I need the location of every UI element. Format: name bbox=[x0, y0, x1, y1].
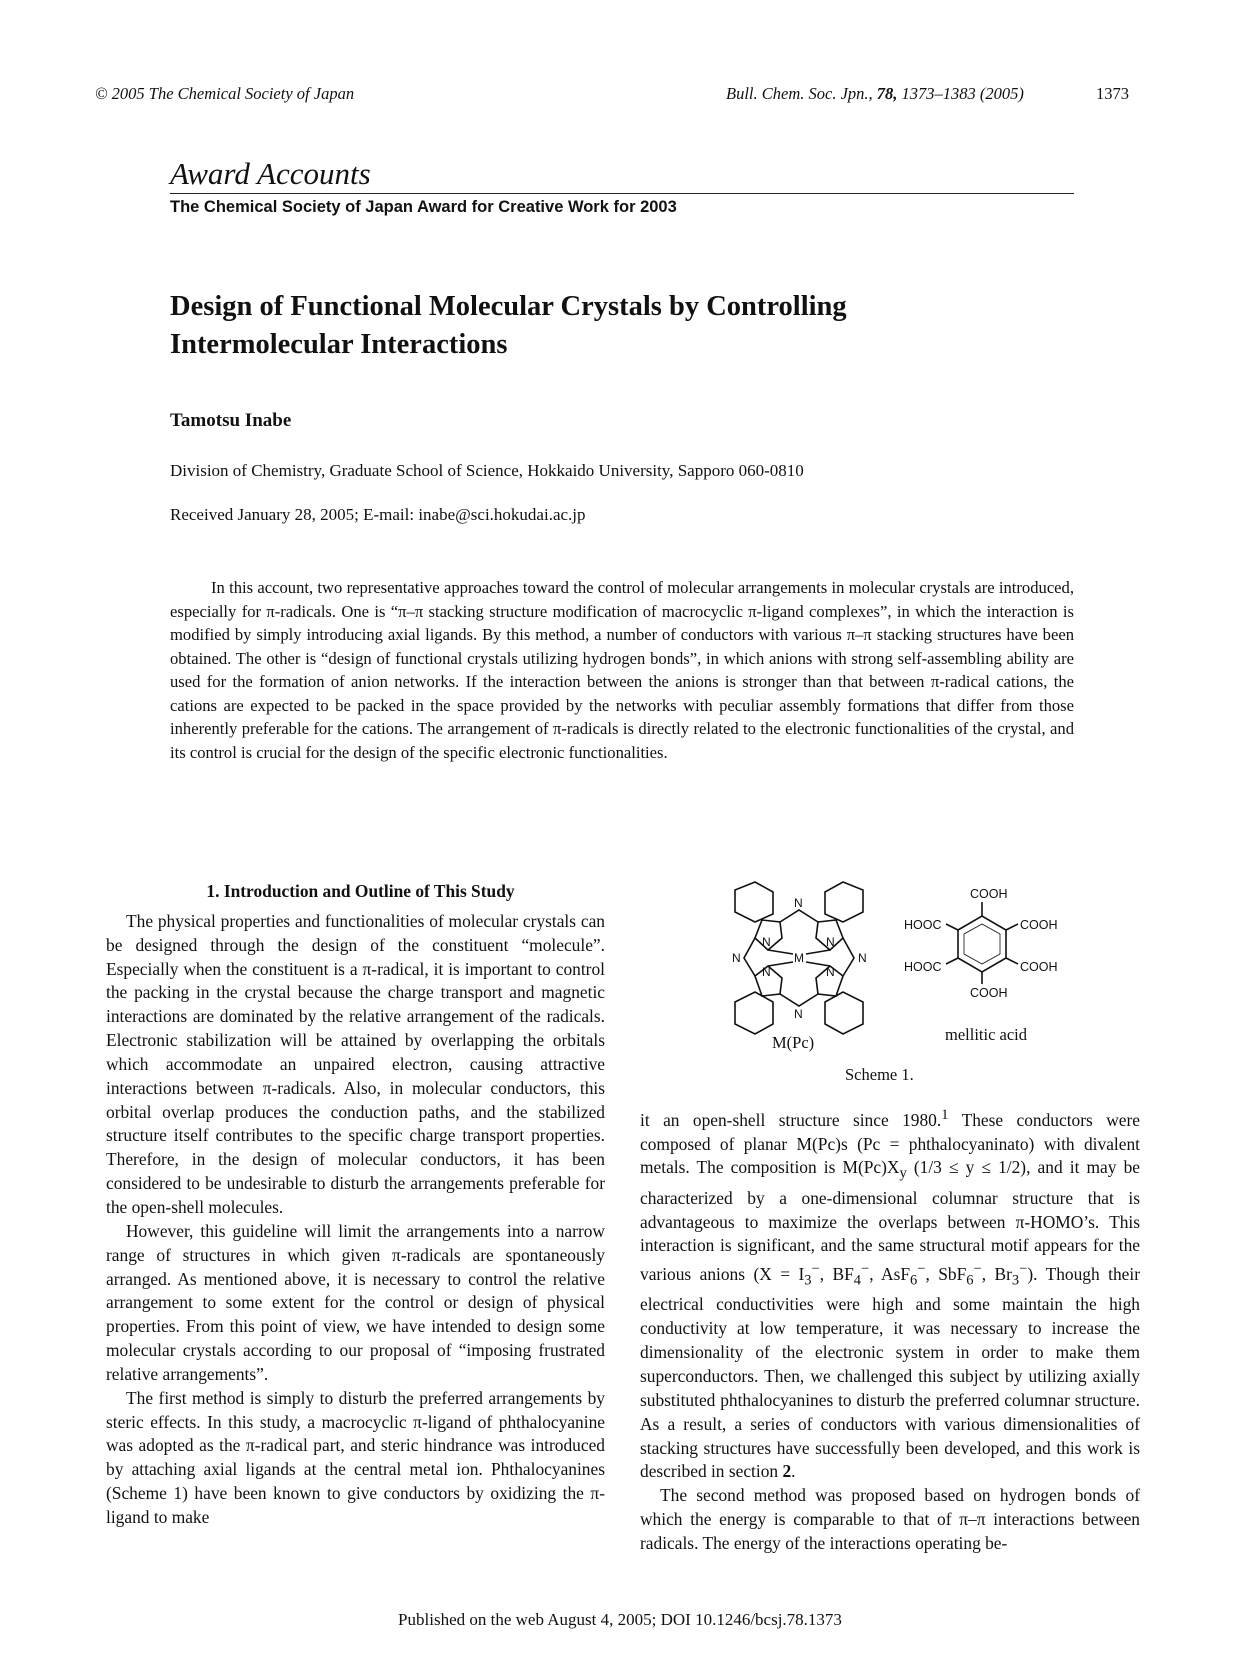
paragraph: The physical properties and functionalities of molecular crystals can be designed through the design of the constituent “molecule”. Especially when the constituent is a π-radical, it is important to control the packing in the crystal because the charge transport and magnetic interactions are dominated by the relative arrangement of the radicals. Electronic stabilization will be attained by overlapping the orbitals which accommodate an unpaired electron, causing attractive interactions between π-radicals. Also, in molecular conductors, this orbital overlap produces the conduction paths, and the stabilized structure itself contributes to the specific charge transport properties. Therefore, in the design of molecular conductors, it has been considered to be undesirable to disturb the arrangements preferable for the open-shell molecules. bbox=[106, 910, 605, 1217]
text-run: it an open-shell structure since 1980. bbox=[640, 1109, 942, 1130]
atom-label-n: N bbox=[858, 951, 867, 965]
received-email-line: Received January 28, 2005; E-mail: inabe@sci.hokudai.ac.jp bbox=[170, 505, 586, 524]
text-run: AsF bbox=[881, 1264, 911, 1285]
atom-label-n: N bbox=[794, 896, 803, 910]
journal-volume: 78, bbox=[876, 84, 898, 103]
section-heading: 1. Introduction and Outline of This Study bbox=[206, 881, 515, 901]
author-affiliation: Division of Chemistry, Graduate School of Science, Hokkaido University, Sapporo 060-0810 bbox=[170, 461, 804, 480]
award-subtitle: The Chemical Society of Japan Award for Creative Work for 2003 bbox=[170, 198, 677, 216]
atom-label-n: N bbox=[762, 965, 771, 979]
cooh-label: COOH bbox=[1020, 960, 1058, 974]
hooc-label: HOOC bbox=[904, 960, 942, 974]
award-rule bbox=[170, 193, 1074, 194]
paragraph: it an open-shell structure since 1980.$^1$ These conductors were composed of planar M(Pc)s (Pc = phthalocyaninato) with divalent metals. The composition is $M(Pc)X_y$ (1/3 ≤ y ≤ 1/2), and it may be characterized by a one-dimensional columnar structure that is advantageous to maximize the overlaps between π-HOMO’s. This interaction is significant, and the same structural motif appears for the various anions ($X = I_3^-$, $BF_4^-$, AsF$_6$−, SbF$_6$−, $Br_3^-$). Though their electrical conductivities were high and some maintain the high conductivity at low temperature, it was necessary to increase the dimensionality of the electronic system in order to make them superconductors. Then, we challenged this subject by utilizing axially substituted phthalocyanines to disturb the preferred columnar structure. As a result, a series of conductors with various dimensionalities of stacking structures have successfully been developed, and this work is described in section 2. bbox=[640, 1107, 1140, 1482]
running-header-copyright: © 2005 The Chemical Society of Japan bbox=[95, 84, 355, 103]
atom-label-n: N bbox=[826, 965, 835, 979]
mellitic-acid-structure bbox=[946, 902, 1018, 984]
atom-label-n: N bbox=[732, 951, 741, 965]
mellitic-acid-labels bbox=[904, 887, 1058, 1000]
paragraph: However, this guideline will limit the arrangements into a narrow range of structures in which given π-radicals are spontaneously arranged. As mentioned above, it is necessary to control the relative arrangement to some extent for the control or design of physical properties. From this point of view, we have intended to design some molecular crystals according to our proposal of “imposing frustrated relative arrangements”. bbox=[106, 1220, 605, 1384]
text-run: These conductors were composed of planar M(Pc)s (Pc = phthalocyaninato) with divalent metals. The composition is M(Pc)X bbox=[640, 1109, 1140, 1178]
benzo-ring-top-right bbox=[825, 882, 863, 922]
text-run: (1/3 ≤ y ≤ 1/2), and it may be characterized by a one-dimensional columnar structure that is advantageous to maximize the overlaps between π-HOMO’s. This interaction is significant, and the same structural motif appears for the various anions (X = I bbox=[640, 1157, 1140, 1285]
atom-label-n: N bbox=[794, 1007, 803, 1021]
scheme-caption: Scheme 1. bbox=[845, 1065, 914, 1084]
cooh-label: COOH bbox=[1020, 918, 1058, 932]
reference-marker: 1 bbox=[941, 1107, 949, 1123]
abstract: In this account, two representative approaches toward the control of molecular arrangements in molecular crystals are introduced, especially for π-radicals. One is “π–π stacking structure modification of macrocyclic π-ligand complexes”, in which the interaction is modified by simply introducing axial ligands. By this method, a number of conductors with various π–π stacking structures have been obtained. The other is “design of functional crystals utilizing hydrogen bonds”, in which anions with strong self-assembling ability are used for the formation of anion networks. If the interaction between the anions is stronger than that between π-radical cations, the cations are expected to be packed in the space provided by the networks with peculiar assembly formations that differ from those inherently preferable for the cations. The arrangement of π-radicals is directly related to the electronic functionalities of the crystal, and its control is crucial for the design of the specific electronic functionalities. bbox=[170, 578, 1074, 762]
text-run: SbF bbox=[938, 1264, 967, 1285]
running-header-citation bbox=[726, 84, 1024, 104]
meso-bridge-top bbox=[780, 910, 818, 922]
page-number: 1373 bbox=[1096, 84, 1129, 103]
journal-name: Bull. Chem. Soc. Jpn., bbox=[726, 84, 873, 103]
article-title-line-2: Intermolecular Interactions bbox=[170, 329, 508, 360]
scheme-1-figure bbox=[700, 880, 1120, 1090]
atom-label-m: M bbox=[794, 951, 804, 965]
meso-bridge-bottom bbox=[780, 994, 818, 1006]
benzo-ring-bottom-right bbox=[825, 992, 863, 1034]
mpc-label: M(Pc) bbox=[772, 1033, 815, 1052]
mellitic-acid-label: mellitic acid bbox=[945, 1025, 1028, 1044]
atom-label-n: N bbox=[826, 935, 835, 949]
text-run: Br bbox=[994, 1264, 1012, 1285]
hooc-label: HOOC bbox=[904, 918, 942, 932]
section-reference: 2 bbox=[782, 1461, 792, 1482]
cooh-label: COOH bbox=[970, 986, 1008, 1000]
left-column bbox=[106, 880, 605, 1530]
article-title-line-1: Design of Functional Molecular Crystals by Controlling bbox=[170, 291, 847, 322]
article-title bbox=[170, 288, 970, 364]
publication-line: Published on the web August 4, 2005; DOI 10.1246/bcsj.78.1373 bbox=[398, 1610, 842, 1629]
phthalocyanine-atom-labels bbox=[732, 896, 867, 1021]
text-run: BF bbox=[832, 1264, 854, 1285]
atom-label-n: N bbox=[762, 935, 771, 949]
award-accounts-title: Award Accounts bbox=[170, 156, 371, 191]
benzo-ring-top-left bbox=[735, 882, 773, 922]
paragraph: The first method is simply to disturb the preferred arrangements by steric effects. In this study, a macrocyclic π-ligand of phthalocyanine was adopted as the π-radical part, and steric hindrance was introduced by attaching axial ligands at the central metal ion. Phthalocyanines (Scheme 1) have been known to give conductors by oxidizing the π-ligand to make bbox=[106, 1387, 605, 1527]
journal-pages: 1373–1383 (2005) bbox=[901, 84, 1024, 103]
subscript: y bbox=[899, 1165, 907, 1182]
meso-bridge-left bbox=[744, 938, 755, 976]
benzo-ring-bottom-left bbox=[735, 992, 773, 1034]
cooh-label: COOH bbox=[970, 887, 1008, 901]
author-name: Tamotsu Inabe bbox=[170, 410, 292, 431]
paragraph: The second method was proposed based on hydrogen bonds of which the energy is comparable to that of π–π interactions between radicals. The energy of the interactions operating be- bbox=[640, 1485, 1140, 1553]
right-column bbox=[640, 1104, 1140, 1556]
text-run: ). Though their electrical conductivities were high and some maintain the high conductivity at low temperature, it was necessary to increase the dimensionality of the electronic system in order to make them superconductors. Then, we challenged this subject by utilizing axially substituted phthalocyanines to disturb the preferred columnar structure. As a result, a series of conductors with various dimensionalities of stacking structures have successfully been developed, and this work is described in section bbox=[640, 1264, 1140, 1482]
meso-bridge-right bbox=[843, 938, 854, 976]
benzene-inner-ring bbox=[964, 924, 1000, 964]
